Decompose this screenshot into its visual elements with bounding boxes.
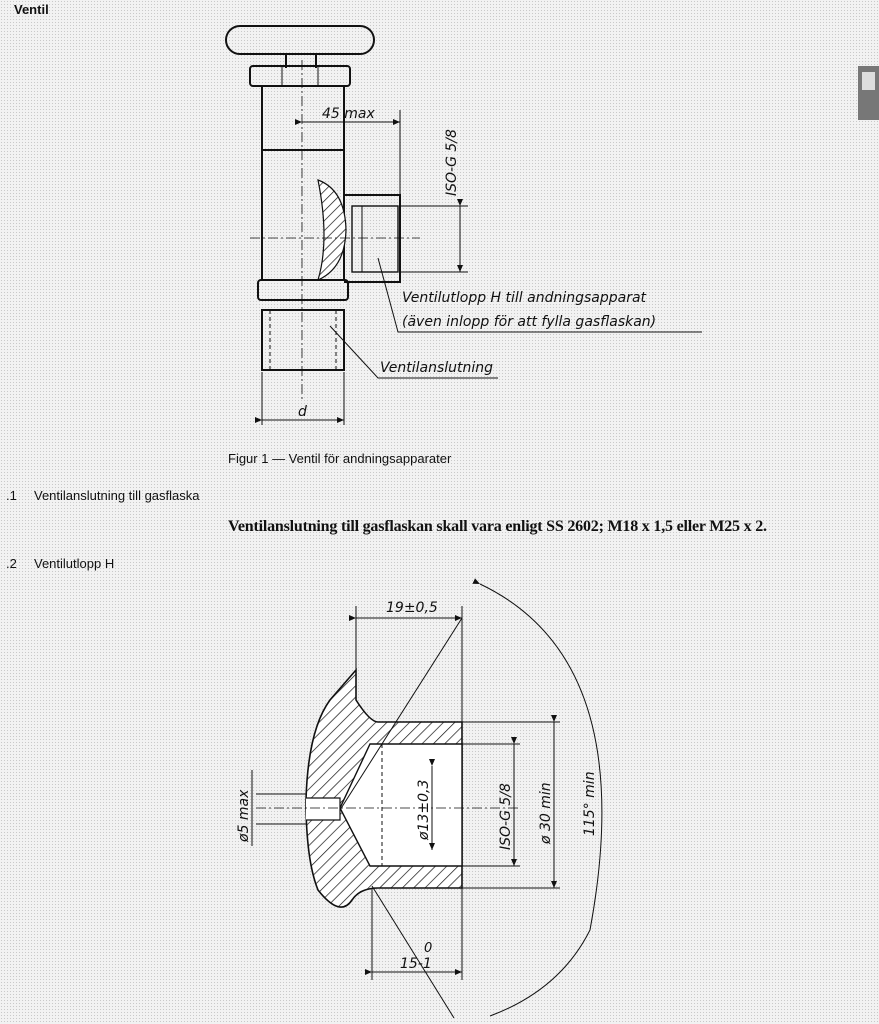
fig2-dim-115: 115° min (582, 771, 598, 836)
figure-1-caption: Figur 1 — Ventil för andningsapparater (228, 451, 452, 466)
fig1-dim-d: d (298, 404, 307, 420)
fig1-dim-45max: 45 max (322, 106, 375, 122)
paragraph-connection-spec: Ventilanslutning till gasflaskan skall vara enligt SS 2602; M18 x 1,5 eller M25 x 2. (228, 518, 767, 535)
fig1-label-outlet-1: Ventilutlopp H till andningsapparat (402, 290, 647, 306)
fig1-label-connection: Ventilanslutning (380, 360, 494, 376)
fig2-dim-30: ø 30 min (538, 782, 554, 844)
fig2-dim-iso: ISO-G 5/8 (498, 783, 514, 850)
fig1-label-outlet-2: (även inlopp för att fylla gasflaskan) (402, 314, 657, 330)
fig1-dim-iso: ISO-G 5/8 (444, 129, 460, 196)
subsection-2-number: .2 (6, 556, 17, 571)
fig2-dim-0: 0 (424, 941, 433, 956)
fig2-dim-13: ø13±0,3 (416, 779, 432, 840)
subsection-2-title: Ventilutlopp H (34, 556, 115, 571)
section-title: Ventil (14, 2, 49, 17)
subsection-1-title: Ventilanslutning till gasflaska (34, 488, 200, 503)
fig2-dim-19: 19±0,5 (386, 600, 438, 616)
fig2-dim-15: 15-1 (400, 956, 432, 972)
fig2-dim-5max: ø5 max (236, 789, 252, 842)
subsection-1-number: .1 (6, 488, 17, 503)
